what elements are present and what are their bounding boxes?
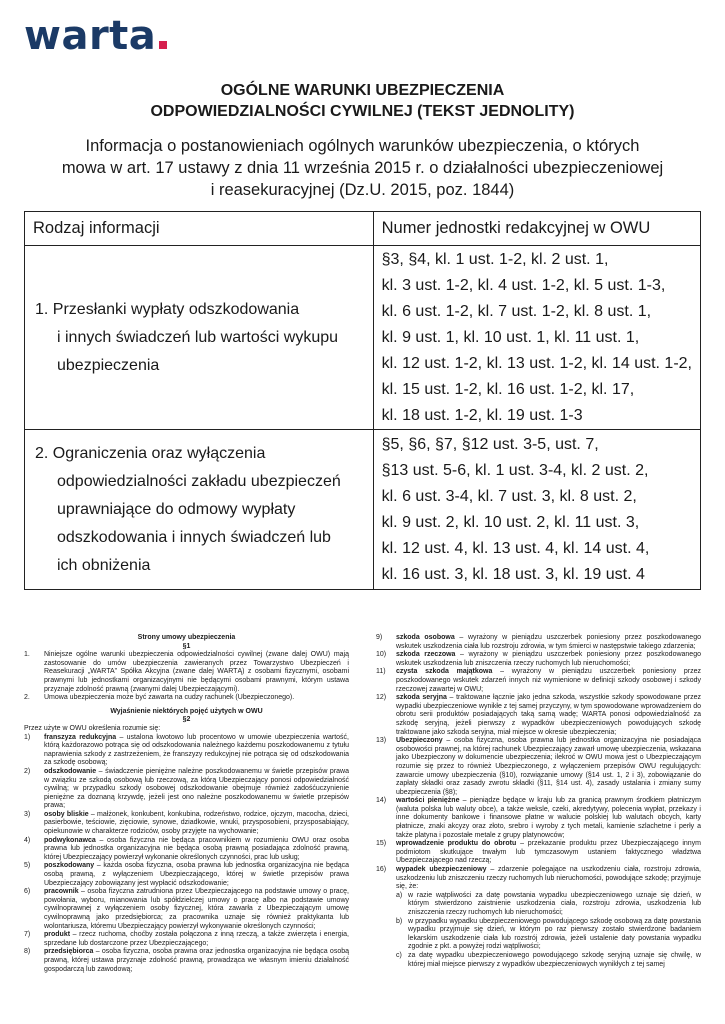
defined-term: wartości pieniężne — [396, 797, 460, 805]
item-number: 4) — [24, 836, 31, 844]
subtitle-line-3: i reasekuracyjnej (Dz.U. 2015, poz. 1844) — [210, 181, 515, 199]
item-number: c) — [396, 951, 402, 959]
section-1-number: §1 — [182, 642, 191, 650]
left-column — [24, 634, 349, 974]
definition-item — [24, 837, 349, 863]
definition-item — [376, 634, 701, 651]
defined-term: wprowadzenie produktu do obrotu — [396, 840, 517, 848]
definition-item — [24, 888, 349, 931]
document-subtitle — [40, 135, 685, 201]
row-1-right-line: kl. 15 ust. 1-2, kl. 16 ust. 1-2, kl. 17, — [381, 380, 635, 398]
row-1-info-type — [25, 246, 374, 430]
item-text: w przypadku wypadku ubezpieczeniowego powodującego szkodę osobową za datę powstania wypadku przyjmuje się dzień, w którym po raz pierwszy zostało stwierdzone badaniem lekarskim uszkodzenie ciała lub rozstrój zdrowia, jeżeli ustalenie daty powstania wypadku zgodnie z pkt. a powyżej rodzi wątpliwości; — [408, 917, 701, 951]
item-text: czysta szkoda majątkowa – wyrażony w pieniądzu uszczerbek poniesiony przez poszkodowanego wskutek zdarzeń innych niż wymienione w definicji szkody osobowej i szkody rzeczowej zawartej w OWU; — [396, 668, 701, 693]
definition-item — [376, 651, 701, 668]
row-1-right-line: kl. 12 ust. 1-2, kl. 13 ust. 1-2, kl. 14 ust. 1-2, — [381, 354, 692, 372]
header-info-type: Rodzaj informacji — [25, 212, 374, 246]
item-number: 2. — [24, 694, 30, 702]
item-number: 5) — [24, 862, 31, 870]
defined-term: podwykonawca — [44, 836, 96, 844]
defined-term: produkt — [44, 931, 71, 939]
defined-term: czysta szkoda majątkowa — [396, 668, 493, 676]
defined-term: Ubezpieczony — [396, 737, 443, 745]
item-text: Niniejsze ogólne warunki ubezpieczenia odpowiedzialności cywilnej (zwane dalej OWU) mają zastosowanie do umów ubezpieczenia zawieranych przez Towarzystwo Ubezpieczeń i Reasekuracji „WARTA” Spółka Akcyjna (zwane dalej WARTĄ) z osobami fizycznymi, osobami prawnymi lub jednostkami organizacyjnymi nie będącymi osobami prawnymi, którym ustawa przyznaje zdolność prawną (zwanymi dalej Ubezpieczającymi). — [44, 651, 349, 693]
item-number: 16) — [376, 866, 387, 874]
row-2-right-line: kl. 12 ust. 4, kl. 13 ust. 4, kl. 14 ust. 4, — [381, 539, 650, 557]
row-2-info-type — [25, 430, 374, 590]
defined-term: poszkodowany — [44, 862, 95, 870]
item-text: osoby bliskie – małżonek, konkubent, konkubina, rodzeństwo, rodzice, ojczym, macocha, dzieci, pasierbowie, teściowie, zięciowie, synowe, dziadkowie, wnuki, przysposobieni, przysposabiający, opiekunowie w charakterze rodziców, osoby przyjęte na wychowanie; — [44, 810, 349, 836]
item-number: b) — [396, 917, 403, 925]
item-text: wartości pieniężne – pieniądze będące w kraju lub za granicą prawnym środkiem płatniczym (waluta polska lub waluty obce), a także weksle, czeki, akredytywy, polecenia wypłat, przekazy i inne dokumenty bankowe i finansowe płatne w walucie polskiej lub walutach obcych, karty płatnicze, znaki akcyzy oraz złoto, srebro i wyroby z tych metali, kamienie szlachetne i perły a także platyna i pozostałe metale z grupy platynowców; — [396, 797, 702, 839]
row-2-right-line: kl. 9 ust. 2, kl. 10 ust. 2, kl. 11 ust. 3, — [381, 513, 640, 531]
defined-term: szkoda osobowa — [396, 634, 455, 641]
item-text: Umowa ubezpieczenia może być zawarta na cudzy rachunek (Ubezpieczonego). — [44, 694, 295, 702]
definition-16-sublist — [376, 892, 701, 969]
defined-term: szkoda rzeczowa — [396, 651, 456, 659]
item-text: za datę wypadku ubezpieczeniowego powodującego szkodę seryjną uznaje się chwilę, w której miał miejsce pierwszy z wypadków ubezpieczeniowych wynikłych z tej samej — [408, 951, 701, 968]
sub-item — [396, 892, 701, 918]
item-text: przedsiębiorca – osoba fizyczna, osoba prawna oraz jednostka organizacyjna nie będąca osobą prawną, której ustawa przyznaje zdolność prawną, prowadząca we własnym imieniu działalność gospodarczą lub zawodową; — [44, 948, 349, 973]
definition-item — [24, 734, 349, 768]
row-2-right-line: §13 ust. 5-6, kl. 1 ust. 3-4, kl. 2 ust. 2, — [381, 461, 649, 479]
item-number: 11) — [376, 668, 386, 676]
definition-item — [376, 797, 701, 840]
defined-term: osoby bliskie — [44, 810, 89, 818]
logo-dot — [159, 41, 167, 49]
title-line-1: OGÓLNE WARUNKI UBEZPIECZENIA — [220, 82, 505, 99]
row-2-right-line: kl. 6 ust. 3-4, kl. 7 ust. 3, kl. 8 ust. 2, — [381, 487, 637, 505]
defined-term: wypadek ubezpieczeniowy — [396, 866, 487, 874]
row-2-left-line: uprawniające do odmowy wypłaty — [57, 500, 296, 518]
definition-item — [24, 931, 349, 948]
item-number: 2) — [24, 767, 31, 775]
defined-term: franszyza redukcyjna — [44, 733, 117, 741]
subtitle-line-2: mowa w art. 17 ustawy z dnia 11 września 2015 r. o działalności ubezpieczeniowej — [61, 159, 664, 177]
item-text: wypadek ubezpieczeniowy – zdarzenie polegające na uszkodzeniu ciała, rozstroju zdrowia, uszkodzeniu lub zniszczeniu rzeczy ruchomych lub nieruchomości, powodujące szkodę; przyjmuje się, że: — [396, 866, 701, 891]
item-text: w razie wątpliwości za datę powstania wypadku ubezpieczeniowego uznaje się dzień, w którym stwierdzono zaistnienie uszkodzenia ciała, rozstroju zdrowia, uszkodzenia lub zniszczenia rzeczy ruchomych lub nieruchomości; — [408, 891, 701, 916]
subtitle-line-1: Informacja o postanowieniach ogólnych warunków ubezpieczenia, o których — [85, 137, 640, 155]
row-2-left-line: odpowiedzialności zakładu ubezpieczeń — [57, 472, 341, 490]
item-number: 7) — [24, 931, 31, 939]
row-1-right-line: kl. 6 ust. 1-2, kl. 7 ust. 1-2, kl. 8 ust. 1, — [381, 302, 652, 320]
item-text: poszkodowany – każda osoba fizyczna, osoba prawna lub jednostka organizacyjna nie będąca osobą prawną, z wyłączeniem Ubezpieczającego, której w świetle przepisów prawa Ubezpieczający zobowiązany jest wypłacić odszkodowanie; — [44, 862, 349, 887]
item-text: produkt – rzecz ruchoma, choćby została połączona z inną rzeczą, a także zwierzęta i energia, sprzedane lub dostarczone przez Ubezpieczającego; — [44, 931, 349, 947]
defined-term: odszkodowanie — [44, 767, 97, 775]
row-1-right-line: §3, §4, kl. 1 ust. 1-2, kl. 2 ust. 1, — [381, 250, 609, 268]
item-text: szkoda osobowa – wyrażony w pieniądzu uszczerbek poniesiony przez poszkodowanego wskutek uszkodzenia ciała lub rozstroju zdrowia, w tym śmierci w następstwie takiego zdarzenia; — [396, 634, 701, 650]
item-number: 3) — [24, 810, 31, 818]
definition-item — [24, 768, 349, 811]
item-number: 6) — [24, 888, 31, 896]
item-number: 1) — [24, 733, 31, 741]
row-1-left-line: ubezpieczenia — [57, 356, 160, 374]
row-2-right-line: kl. 16 ust. 3, kl. 18 ust. 3, kl. 19 ust. 4 — [381, 565, 645, 583]
section-2-title: Wyjaśnienie niektórych pojęć użytych w OWU — [110, 707, 263, 715]
item-number: 12) — [376, 694, 387, 702]
header-unit-number: Numer jednostki redakcyjnej w OWU — [373, 212, 700, 246]
row-1-right-line: kl. 3 ust. 1-2, kl. 4 ust. 1-2, kl. 5 ust. 1-3, — [381, 276, 666, 294]
item-number: 15) — [376, 840, 387, 848]
item-number: 9) — [376, 634, 383, 641]
sub-item — [396, 952, 701, 969]
row-1-right-line: kl. 18 ust. 1-2, kl. 19 ust. 1-3 — [381, 406, 583, 424]
defined-term: pracownik — [44, 888, 79, 896]
list-item — [24, 651, 349, 694]
information-table — [24, 211, 701, 590]
warta-logo — [24, 13, 167, 59]
definition-item — [24, 948, 349, 974]
row-2-left-line: ich obniżenia — [57, 556, 151, 574]
defined-term: przedsiębiorca — [44, 948, 94, 956]
row-1-right-line: kl. 9 ust. 1, kl. 10 ust. 1, kl. 11 ust. 1, — [381, 328, 640, 346]
list-item — [24, 694, 349, 703]
row-1-left-line: i innych świadczeń lub wartości wykupu — [57, 328, 339, 346]
row-1-unit-numbers — [373, 246, 700, 430]
item-number: 13) — [376, 737, 387, 745]
item-text: Ubezpieczony – osoba fizyczna, osoba prawna lub jednostka organizacyjna nie posiadająca osobowości prawnej, na której rachunek Ubezpieczający zawarł umowę ubezpieczenia, wskazana jako Ubezpieczony w dokumencie ubezpieczenia; ilekroć w OWU mowa jest o Ubezpieczającym rozumie się przez to również Ubezpieczonego, z wyłączeniem przepisów OWU regulujących: zawarcie umowy ubezpieczenia (§10), rozwiązanie umowy (§14 ust. 1, 2 i 3), zobowiązanie do zapłaty składki oraz zasady zwrotu składki (§11, §14 ust. 4), zasady ustalania i zmiany sumy ubezpieczenia (§8); — [396, 737, 701, 796]
item-number: 14) — [376, 797, 387, 805]
definition-item — [376, 694, 701, 737]
item-text: podwykonawca – osoba fizyczna nie będąca pracownikiem w rozumieniu OWU oraz osoba prawna lub jednostka organizacyjna nie będąca osobą prawną posiadająca zdolność prawną, której Ubezpieczający powierzył wykonanie określonych czynności, prac lub usług; — [44, 836, 349, 861]
item-number: 1. — [24, 651, 30, 659]
document-title — [0, 80, 725, 122]
row-2-right-line: §5, §6, §7, §12 ust. 3-5, ust. 7, — [381, 435, 599, 453]
section-2-intro: Przez użyte w OWU określenia rozumie się: — [24, 724, 161, 732]
table-row — [25, 246, 701, 430]
definition-item — [376, 668, 701, 694]
definition-item — [376, 737, 701, 797]
right-column — [376, 634, 701, 969]
definitions-list-left — [24, 734, 349, 975]
definition-item — [24, 862, 349, 888]
sub-item — [396, 918, 701, 952]
item-text: odszkodowanie – świadczenie pieniężne należne poszkodowanemu w świetle przepisów prawa w związku ze szkodą osobową lub rzeczową, za którą Ubezpieczający ponosi odpowiedzialność cywilną; w przypadku szkody osobowej odszkodowanie obejmuje również zadośćuczynienie pieniężne za doznaną krzywdę, jeżeli jest ono należne poszkodowanemu w świetle przepisów prawa; — [44, 767, 349, 810]
item-number: a) — [396, 891, 403, 899]
row-1-left-line: 1. Przesłanki wypłaty odszkodowania — [35, 300, 300, 318]
item-text: franszyza redukcyjna – ustalona kwotowo lub procentowo w umowie ubezpieczenia wartość, którą każdorazowo potrąca się od odszkodowania należnego każdemu poszkodowanemu z tytułu naprawienia szkody z zastrzeżeniem, że franszyzy redukcyjnej nie potrąca się od odszkodowania za szkodę osobową; — [44, 733, 349, 767]
definition-item — [376, 866, 701, 892]
item-text: szkoda seryjna – traktowane łącznie jako jedna szkoda, wszystkie szkody spowodowane przez wypadki ubezpieczeniowe wynikłe z tej samej przyczyny, w tym spowodowane wprowadzeniem do obrotu serii produktów posiadających taką samą wadę; WARTA ponosi odpowiedzialność za szkodę seryjną, jeżeli pierwszy z wypadków ubezpieczeniowych powodujących szkodę traktowane jako szkoda seryjna, miał miejsce w okresie ubezpieczenia; — [396, 694, 701, 736]
defined-term: szkoda seryjna — [396, 694, 447, 702]
row-2-left-line: odszkodowania i innych świadczeń lub — [57, 528, 331, 546]
definition-item — [376, 840, 701, 866]
definition-item — [24, 811, 349, 837]
item-text: szkoda rzeczowa – wyrażony w pieniądzu uszczerbek poniesiony przez poszkodowanego wskutek uszkodzenia lub zniszczenia rzeczy ruchomych lub nieruchomości; — [396, 651, 701, 667]
row-2-unit-numbers — [373, 430, 700, 590]
item-number: 10) — [376, 651, 387, 659]
title-line-2: ODPOWIEDZIALNOŚCI CYWILNEJ (TEKST JEDNOLITY) — [150, 103, 575, 120]
row-2-left-line: 2. Ograniczenia oraz wyłączenia — [35, 444, 266, 462]
item-number: 8) — [24, 948, 31, 956]
item-text: pracownik – osoba fizyczna zatrudniona przez Ubezpieczającego na podstawie umowy o pracę, powołania, wyboru, mianowania lub spółdzielczej umowy o pracę albo na podstawie umowy cywilnoprawnej z wyłączeniem osoby fizycznej, która zawarła z Ubezpieczającym umowę cywilnoprawną jako przedsiębiorca; za pracownika uznaje się również praktykanta lub wolontariusza, któremu Ubezpieczający powierzył wykonywanie określonych czynności; — [44, 888, 349, 930]
definitions-list-right — [376, 634, 701, 892]
logo-text: warta — [24, 13, 157, 59]
table-row — [25, 430, 701, 590]
section-2-number: §2 — [182, 716, 191, 724]
section-1-title: Strony umowy ubezpieczenia — [137, 634, 236, 641]
section-1-list — [24, 651, 349, 703]
table-header-row — [25, 212, 701, 246]
item-text: wprowadzenie produktu do obrotu – przekazanie produktu przez Ubezpieczającego innym podmiotom skutkujące trwałym lub tymczasowym ustaniem faktycznego władztwa Ubezpieczającego nad rzeczą; — [396, 840, 701, 865]
